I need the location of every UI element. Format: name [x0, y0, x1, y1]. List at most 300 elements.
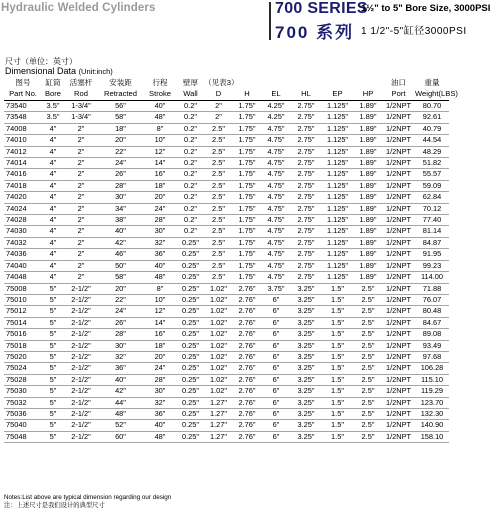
table-cell: 1/2NPT	[382, 249, 415, 260]
table-cell: 28"	[143, 374, 177, 385]
table-row	[4, 351, 449, 362]
table-cell: 1.125"	[321, 203, 354, 214]
table-cell: 80.70	[415, 101, 449, 112]
table-cell: 1.75"	[233, 249, 261, 260]
table-cell: 2.75"	[291, 203, 321, 214]
table-cell: 2.5"	[354, 374, 382, 385]
table-cell: 1.27"	[204, 420, 233, 431]
table-cell: 1.125"	[321, 249, 354, 260]
table-cell: 2-1/2"	[64, 329, 98, 340]
table-cell: 1.89"	[354, 169, 382, 180]
table-cell: 1/2NPT	[382, 192, 415, 203]
table-header-en	[4, 89, 449, 101]
spec-subtitle-en: 1½" to 5" Bore Size, 3000PSI	[361, 3, 490, 14]
table-cell: 2.76"	[233, 408, 261, 419]
table-cell: 1/2NPT	[382, 294, 415, 305]
dim-title-text: Dimensional Data	[5, 66, 77, 76]
table-cell: 0.2"	[177, 226, 204, 237]
table-cell: 3.75"	[261, 283, 291, 294]
table-cell: 1.89"	[354, 123, 382, 134]
table-cell: Wall	[177, 89, 204, 101]
table-cell: 6"	[261, 306, 291, 317]
table-cell: 114.00	[415, 272, 449, 283]
table-cell: 2"	[64, 260, 98, 271]
table-cell: 2.5"	[354, 306, 382, 317]
table-cell: 1.125"	[321, 180, 354, 191]
table-row	[4, 112, 449, 123]
table-cell: 32"	[143, 397, 177, 408]
table-cell: 3.25"	[291, 363, 321, 374]
table-cell: 16"	[143, 169, 177, 180]
table-cell: 71.88	[415, 283, 449, 294]
table-row	[4, 283, 449, 294]
brand-title: Hydraulic Welded Cylinders	[1, 2, 156, 14]
table-cell: 3.25"	[291, 340, 321, 351]
table-cell: 1.89"	[354, 215, 382, 226]
table-cell: 36"	[143, 249, 177, 260]
table-cell: 2.5"	[204, 249, 233, 260]
table-cell: 24"	[143, 363, 177, 374]
table-cell: 5"	[42, 340, 64, 351]
table-cell: 2-1/2"	[64, 294, 98, 305]
table-cell: 59.09	[415, 180, 449, 191]
table-cell: 5"	[42, 420, 64, 431]
table-cell: 18"	[143, 340, 177, 351]
table-cell: 1.89"	[354, 180, 382, 191]
table-cell: 2.5"	[354, 329, 382, 340]
table-cell: 91.95	[415, 249, 449, 260]
table-cell: 1/2NPT	[382, 146, 415, 157]
table-cell: 2-1/2"	[64, 397, 98, 408]
table-cell: 0.25"	[177, 260, 204, 271]
table-cell: 48"	[143, 112, 177, 123]
table-cell: 73548	[4, 112, 42, 123]
table-cell: 1/2NPT	[382, 180, 415, 191]
table-cell: 2-1/2"	[64, 340, 98, 351]
table-cell: 0.2"	[177, 203, 204, 214]
table-cell: 2.5"	[354, 386, 382, 397]
table-cell: 4.75"	[261, 249, 291, 260]
table-cell: 1.75"	[233, 203, 261, 214]
table-row	[4, 317, 449, 328]
table-cell: 5"	[42, 408, 64, 419]
table-cell: 2-1/2"	[64, 351, 98, 362]
table-cell: 12"	[143, 306, 177, 317]
table-cell: 5"	[42, 306, 64, 317]
table-cell: 0.2"	[177, 146, 204, 157]
table-cell: 4"	[42, 203, 64, 214]
table-cell: 2"	[64, 192, 98, 203]
table-cell: 2-1/2"	[64, 374, 98, 385]
table-cell: 5"	[42, 294, 64, 305]
table-cell: 26"	[98, 169, 143, 180]
table-cell: 0.25"	[177, 374, 204, 385]
table-cell: 3.25"	[291, 294, 321, 305]
table-cell: 22"	[98, 146, 143, 157]
table-cell: 2-1/2"	[64, 283, 98, 294]
table-cell: 75012	[4, 306, 42, 317]
table-cell: 1.02"	[204, 363, 233, 374]
table-cell: 2.5"	[204, 169, 233, 180]
table-cell: 1.89"	[354, 272, 382, 283]
table-cell: 3.25"	[291, 408, 321, 419]
table-cell: 48"	[98, 408, 143, 419]
table-cell: 2.76"	[233, 374, 261, 385]
table-cell: 1.02"	[204, 317, 233, 328]
table-cell: 2.76"	[233, 294, 261, 305]
table-row	[4, 420, 449, 431]
table-cell: 1.75"	[233, 112, 261, 123]
table-cell: 1.125"	[321, 146, 354, 157]
table-cell: 5"	[42, 431, 64, 442]
table-cell: 32"	[143, 237, 177, 248]
table-row	[4, 363, 449, 374]
table-row	[4, 249, 449, 260]
page-header	[0, 0, 490, 44]
table-cell: 1.125"	[321, 135, 354, 146]
table-cell: 4.25"	[261, 101, 291, 112]
table-cell: 75028	[4, 374, 42, 385]
table-cell: 2.5"	[354, 397, 382, 408]
table-cell: 4.75"	[261, 260, 291, 271]
table-cell: 2-1/2"	[64, 317, 98, 328]
table-cell: 6"	[261, 374, 291, 385]
table-cell: Part No.	[4, 89, 42, 101]
table-cell: 1.89"	[354, 226, 382, 237]
table-cell: 2"	[64, 237, 98, 248]
table-cell: 4"	[42, 146, 64, 157]
table-cell: 0.25"	[177, 431, 204, 442]
table-cell: 140.90	[415, 420, 449, 431]
table-cell: 2-1/2"	[64, 363, 98, 374]
table-cell: 3.25"	[291, 329, 321, 340]
table-cell: 2.75"	[291, 249, 321, 260]
table-cell: 3.25"	[291, 283, 321, 294]
table-cell: 2-1/2"	[64, 386, 98, 397]
table-cell: 0.25"	[177, 306, 204, 317]
table-cell: 1.5"	[321, 329, 354, 340]
table-cell: 24"	[143, 203, 177, 214]
table-cell: 40"	[98, 374, 143, 385]
table-cell: 1.75"	[233, 237, 261, 248]
table-cell: 18"	[98, 123, 143, 134]
table-cell: 2.75"	[291, 192, 321, 203]
table-cell: 92.61	[415, 112, 449, 123]
table-cell: 1/2NPT	[382, 317, 415, 328]
table-row	[4, 408, 449, 419]
table-cell: Stroke	[143, 89, 177, 101]
table-cell: 75048	[4, 431, 42, 442]
table-cell: 2"	[64, 158, 98, 169]
table-cell: 1.125"	[321, 215, 354, 226]
table-cell: 24"	[98, 306, 143, 317]
table-cell: 1/2NPT	[382, 237, 415, 248]
table-cell: 30"	[98, 192, 143, 203]
table-cell: 2"	[64, 135, 98, 146]
table-cell: 2.76"	[233, 363, 261, 374]
table-cell: 1.02"	[204, 351, 233, 362]
table-cell: 0.25"	[177, 237, 204, 248]
table-cell: 1/2NPT	[382, 329, 415, 340]
note-en: Notes:List above are typical dimension regarding our design	[4, 494, 172, 501]
table-cell: 93.49	[415, 340, 449, 351]
table-cell: 2-1/2"	[64, 420, 98, 431]
table-cell: 119.29	[415, 386, 449, 397]
table-cell: 缸筒	[45, 78, 61, 88]
table-cell: 4.75"	[261, 203, 291, 214]
table-cell: 2.75"	[291, 135, 321, 146]
table-cell: 1.125"	[321, 158, 354, 169]
table-cell: 1.89"	[354, 249, 382, 260]
table-cell: 1/2NPT	[382, 420, 415, 431]
table-cell: 1.125"	[321, 112, 354, 123]
table-cell: 2.5"	[354, 340, 382, 351]
table-cell: 1/2NPT	[382, 306, 415, 317]
table-cell: 2.75"	[291, 112, 321, 123]
table-header-cn	[4, 78, 449, 89]
table-cell: 1/2NPT	[382, 431, 415, 442]
table-cell: 1.5"	[321, 294, 354, 305]
table-cell: 1/2NPT	[382, 351, 415, 362]
table-cell: 1.27"	[204, 431, 233, 442]
table-cell: 4"	[42, 135, 64, 146]
table-cell: 1.125"	[321, 169, 354, 180]
dim-unit-text: (Unit:inch)	[78, 67, 113, 76]
table-cell: 2.76"	[233, 397, 261, 408]
table-cell: 20"	[98, 135, 143, 146]
table-cell: 74028	[4, 215, 42, 226]
table-cell: 2.5"	[204, 237, 233, 248]
table-row	[4, 215, 449, 226]
table-cell: 1.89"	[354, 112, 382, 123]
table-cell: 0.25"	[177, 294, 204, 305]
table-cell: 74020	[4, 192, 42, 203]
table-cell: 6"	[261, 420, 291, 431]
table-cell: 0.25"	[177, 329, 204, 340]
table-cell: 115.10	[415, 374, 449, 385]
table-cell: 28"	[98, 180, 143, 191]
table-cell: 1.5"	[321, 408, 354, 419]
table-cell: 1.75"	[233, 192, 261, 203]
table-cell: 5"	[42, 329, 64, 340]
table-row	[4, 158, 449, 169]
table-cell: 0.2"	[177, 192, 204, 203]
table-cell: 1.5"	[321, 420, 354, 431]
table-cell: 4"	[42, 260, 64, 271]
table-cell: 74036	[4, 249, 42, 260]
table-cell: 6"	[261, 317, 291, 328]
table-row	[4, 135, 449, 146]
dimension-table-body	[4, 78, 458, 443]
table-cell: 1.89"	[354, 146, 382, 157]
table-cell: 2"	[64, 249, 98, 260]
table-cell: 3.5"	[42, 101, 64, 112]
table-cell: 75036	[4, 408, 42, 419]
table-cell: 4.75"	[261, 146, 291, 157]
table-cell: 1.75"	[233, 101, 261, 112]
table-cell: 74010	[4, 135, 42, 146]
table-cell: 75014	[4, 317, 42, 328]
table-cell: 4.75"	[261, 123, 291, 134]
table-cell: 1/2NPT	[382, 374, 415, 385]
table-cell: 84.87	[415, 237, 449, 248]
table-cell: 4"	[42, 226, 64, 237]
table-cell: Rod	[64, 89, 98, 101]
table-cell: 5"	[42, 351, 64, 362]
table-cell: 0.25"	[177, 397, 204, 408]
table-cell: 75020	[4, 351, 42, 362]
table-cell: 1.02"	[204, 340, 233, 351]
table-cell: 123.70	[415, 397, 449, 408]
table-cell: 2.76"	[233, 340, 261, 351]
table-row	[4, 340, 449, 351]
table-cell: 4.75"	[261, 158, 291, 169]
table-cell: 60"	[98, 431, 143, 442]
table-cell: 1/2NPT	[382, 169, 415, 180]
table-cell: 0.2"	[177, 112, 204, 123]
table-cell: 1-3/4"	[64, 112, 98, 123]
table-row	[4, 397, 449, 408]
table-cell: Retracted	[98, 89, 143, 101]
table-cell: 1.75"	[233, 260, 261, 271]
table-cell: 1-3/4"	[64, 101, 98, 112]
table-cell: 0.25"	[177, 363, 204, 374]
table-cell: 4.75"	[261, 215, 291, 226]
table-cell: 12"	[143, 146, 177, 157]
table-row	[4, 374, 449, 385]
table-cell: 99.23	[415, 260, 449, 271]
table-cell: 58"	[98, 112, 143, 123]
table-cell: 壁厚	[182, 78, 199, 88]
table-cell: 2"	[64, 203, 98, 214]
table-cell: 3.25"	[291, 431, 321, 442]
table-cell: 3.25"	[291, 420, 321, 431]
table-cell: 0.25"	[177, 351, 204, 362]
table-cell: 3.25"	[291, 351, 321, 362]
table-cell: 重量	[424, 78, 440, 88]
table-cell: 1.89"	[354, 203, 382, 214]
table-cell: 1.89"	[354, 135, 382, 146]
table-cell: 6"	[261, 351, 291, 362]
table-cell: 1.75"	[233, 135, 261, 146]
table-cell: 3.25"	[291, 386, 321, 397]
table-cell: 图号	[15, 78, 31, 88]
note-cn: 注：上述尺寸是我们设计的典型尺寸	[4, 502, 105, 509]
table-cell: 1/2NPT	[382, 386, 415, 397]
table-cell: 1/2NPT	[382, 226, 415, 237]
table-cell: 16"	[143, 329, 177, 340]
table-cell: 42"	[98, 237, 143, 248]
table-cell: 4.75"	[261, 180, 291, 191]
table-cell: 62.84	[415, 192, 449, 203]
table-cell: 10"	[143, 135, 177, 146]
table-cell: 1/2NPT	[382, 215, 415, 226]
table-cell: 1.89"	[354, 192, 382, 203]
table-cell: 3.25"	[291, 317, 321, 328]
table-row	[4, 386, 449, 397]
table-cell: 2"	[64, 272, 98, 283]
table-cell: 1/2NPT	[382, 397, 415, 408]
table-cell: 0.2"	[177, 123, 204, 134]
table-cell: 106.28	[415, 363, 449, 374]
table-cell: HL	[291, 89, 321, 101]
table-cell: 1.125"	[321, 123, 354, 134]
table-cell: 75030	[4, 386, 42, 397]
table-cell: 2"	[64, 169, 98, 180]
table-cell: 1.5"	[321, 306, 354, 317]
table-cell: 0.25"	[177, 340, 204, 351]
table-cell: 2.5"	[204, 135, 233, 146]
table-cell: 0.25"	[177, 408, 204, 419]
series-title-en: 700 SERIES	[275, 0, 368, 17]
table-cell: 46"	[98, 249, 143, 260]
table-cell: 2.75"	[291, 101, 321, 112]
table-cell: EL	[261, 89, 291, 101]
table-row	[4, 260, 449, 271]
table-cell: 2.5"	[204, 215, 233, 226]
table-cell: 2.5"	[354, 351, 382, 362]
table-cell: 1.02"	[204, 283, 233, 294]
table-cell: 1/2NPT	[382, 203, 415, 214]
table-cell: 55.57	[415, 169, 449, 180]
table-cell: 0.25"	[177, 317, 204, 328]
notes	[4, 494, 171, 510]
table-cell: 2.75"	[291, 272, 321, 283]
table-cell: 1.5"	[321, 431, 354, 442]
table-cell: 1.5"	[321, 283, 354, 294]
table-cell: 30"	[98, 340, 143, 351]
table-cell: 2"	[64, 146, 98, 157]
table-cell: 74008	[4, 123, 42, 134]
table-cell: 97.68	[415, 351, 449, 362]
table-cell	[354, 78, 382, 89]
table-cell: 1.5"	[321, 363, 354, 374]
table-cell: 2.5"	[354, 317, 382, 328]
table-cell: 0.25"	[177, 272, 204, 283]
table-cell: 44"	[98, 397, 143, 408]
table-cell: 1.02"	[204, 374, 233, 385]
header-divider	[269, 2, 271, 40]
table-cell: 28"	[98, 329, 143, 340]
table-cell: 1/2NPT	[382, 363, 415, 374]
table-cell: 1/2NPT	[382, 408, 415, 419]
table-cell: 30"	[143, 386, 177, 397]
table-row	[4, 431, 449, 442]
table-cell: 2-1/2"	[64, 431, 98, 442]
table-cell: 3.5"	[42, 112, 64, 123]
table-row	[4, 294, 449, 305]
table-cell: 2.76"	[233, 329, 261, 340]
table-cell: 20"	[143, 192, 177, 203]
table-cell: 14"	[143, 158, 177, 169]
table-cell: 74012	[4, 146, 42, 157]
table-cell: 4"	[42, 123, 64, 134]
table-cell: 2.75"	[291, 169, 321, 180]
table-cell: 42"	[98, 386, 143, 397]
table-row	[4, 272, 449, 283]
table-cell: 74032	[4, 237, 42, 248]
table-cell: 2.5"	[354, 363, 382, 374]
table-cell: 2.5"	[204, 203, 233, 214]
table-cell: 22"	[98, 294, 143, 305]
table-cell: 6"	[261, 329, 291, 340]
table-cell: 6"	[261, 386, 291, 397]
table-cell: 1/2NPT	[382, 340, 415, 351]
table-cell: 48"	[143, 431, 177, 442]
table-cell: 0.25"	[177, 249, 204, 260]
table-cell: 1.5"	[321, 397, 354, 408]
table-cell: 81.14	[415, 226, 449, 237]
